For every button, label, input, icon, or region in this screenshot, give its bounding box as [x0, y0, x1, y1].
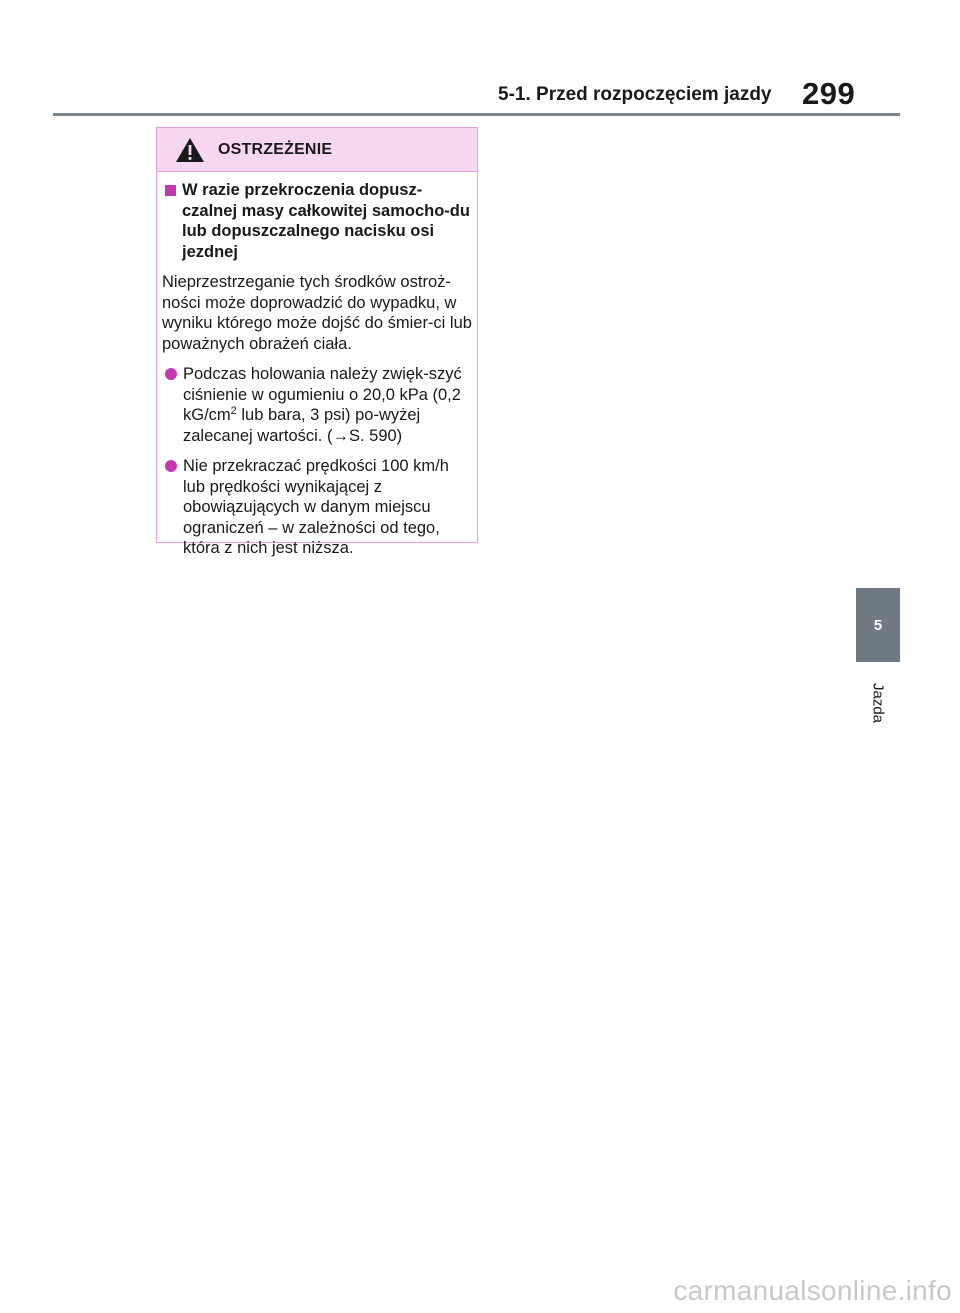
chapter-tab [856, 588, 900, 662]
warning-subheading-text: W razie przekroczenia dopusz-czalnej masy całkowitej samocho-du lub dopuszczalnego nacisku osi jezdnej [182, 181, 470, 261]
list-item [162, 364, 472, 446]
bullet-dot-icon [165, 460, 177, 472]
page-number: 299 [802, 76, 856, 111]
list-item-text-part: lub bara, 3 psi) po-wyżej zalecanej wartości. (→S. 590) [183, 406, 421, 445]
watermark: carmanualsonline.info [673, 1275, 952, 1306]
warning-body [157, 172, 477, 559]
bullet-dot-icon [165, 368, 177, 380]
square-bullet-icon [165, 185, 176, 196]
list-item-text-part: Podczas holowania należy zwięk-szyć ciśnienie w ogumieniu o 20,0 kPa (0,2 kG/cm [183, 365, 462, 424]
warning-triangle-icon [175, 137, 205, 163]
warning-box [156, 127, 478, 557]
warning-header [157, 128, 477, 172]
list-item-text [183, 364, 472, 446]
list-item [162, 456, 472, 559]
chapter-number: 5 [873, 616, 883, 634]
warning-title: OSTRZEŻENIE [218, 141, 333, 158]
warning-subheading [162, 180, 472, 262]
list-item-text: Nie przekraczać prędkości 100 km/h lub prędkości wynikającej z obowiązujących w danym miejscu ograniczeń – w zależności od tego, która z nich jest niższa. [183, 457, 449, 557]
superscript: 2 [230, 405, 237, 417]
chapter-label-text: Jazda [869, 682, 887, 724]
section-title: 5-1. Przed rozpoczęciem jazdy [498, 84, 772, 105]
warning-paragraph: Nieprzestrzeganie tych środków ostroż-ności może doprowadzić do wypadku, w wyniku którego może dojść do śmier-ci lub poważnych obrażeń ciała. [162, 273, 472, 353]
header-divider [53, 113, 900, 116]
chapter-label [866, 678, 890, 728]
